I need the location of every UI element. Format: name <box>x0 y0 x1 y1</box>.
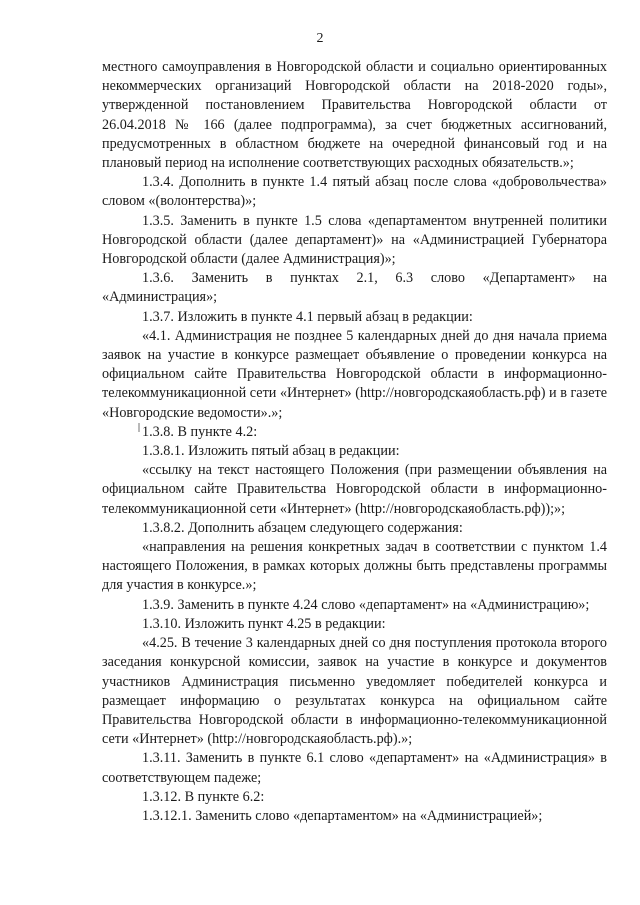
quote-4-25: «4.25. В течение 3 календарных дней со дня поступления протокола второго заседания конкурсной комиссии, заявок на участие в конкурсе и документов участников Администрация письменно уведомляет победителей конкурса и размещает информацию о результатах конкурса на официальном сайте Правительства Новгородской области в информационно-телекоммуникационной сети «Интернет» (http://новгородскаяобласть.рф).»; <box>102 635 607 748</box>
paragraph-1-3-12: 1.3.12. В пункте 6.2: <box>142 788 265 805</box>
quote-link-clause: «ссылку на текст настоящего Положения (при размещении объявления на официальном сайте Правительства Новгородской области в информационно-телекоммуникационной сети «Интернет» (http://новгородскаяобласть.рф));»; <box>102 462 607 517</box>
paragraph-1-3-12-1: 1.3.12.1. Заменить слово «департаментом» на «Администрацией»; <box>142 807 543 824</box>
quote-4-1: «4.1. Администрация не позднее 5 календарных дней до дня начала приема заявок на участие в конкурсе размещает объявление о проведении конкурса на официальном сайте Правительства Новгородской области в информационно-телекоммуникационной сети «Интернет» (http://новгородскаяобласть.рф) и в газете «Новгородские ведомости».»; <box>102 327 607 421</box>
paragraph-1-3-9: 1.3.9. Заменить в пункте 4.24 слово «департамент» на «Администрацию»; <box>142 596 590 613</box>
page-number: 2 <box>316 31 324 46</box>
paragraph-1-3-8-2: 1.3.8.2. Дополнить абзацем следующего содержания: <box>142 519 463 536</box>
paragraph-1-3-10: 1.3.10. Изложить пункт 4.25 в редакции: <box>142 615 386 632</box>
paragraph-1-3-4: 1.3.4. Дополнить в пункте 1.4 пятый абзац после слова «добровольчества» словом «(волонтерства)»; <box>102 174 607 210</box>
document-body <box>102 58 607 826</box>
paragraph-1-3-8: 1.3.8. В пункте 4.2: <box>142 423 258 440</box>
paragraph-1-3-11: 1.3.11. Заменить в пункте 6.1 слово «департамент» на «Администрация» в соответствующем падеже; <box>102 750 607 786</box>
paragraph-continuation: местного самоуправления в Новгородской области и социально ориентированных некоммерческих организаций Новгородской области на 2018-2020 годы», утвержденной постановлением Правительства Новгородской области от 26.04.2018 № 166 (далее подпрограмма), за счет бюджетных ассигнований, предусмотренных в областном бюджете на очередной финансовый год и на плановый период на исполнение соответствующих расходных обязательств.»; <box>102 59 607 172</box>
quote-directions-clause: «направления на решения конкретных задач в соответствии с пунктом 1.4 настоящего Положения, в рамках которых должны быть представлены программы для участия в конкурсе.»; <box>102 539 607 594</box>
paragraph-1-3-7: 1.3.7. Изложить в пункте 4.1 первый абзац в редакции: <box>142 308 473 325</box>
paragraph-1-3-8-1: 1.3.8.1. Изложить пятый абзац в редакции: <box>142 443 400 460</box>
paragraph-1-3-5: 1.3.5. Заменить в пункте 1.5 слова «департаментом внутренней политики Новгородской области (далее департамент)» на «Администрацией Губернатора Новгородской области (далее Администрация)»; <box>102 212 607 268</box>
paragraph-1-3-6: 1.3.6. Заменить в пунктах 2.1, 6.3 слово «Департамент» на «Администрация»; <box>102 270 607 306</box>
